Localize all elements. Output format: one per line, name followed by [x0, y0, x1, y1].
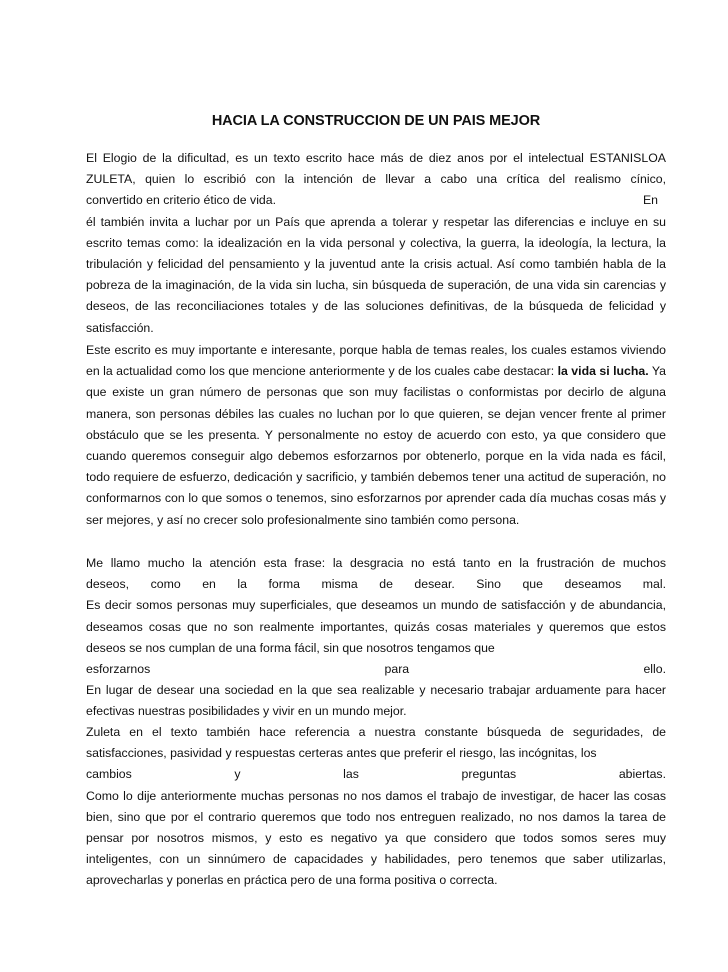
p1-rest: él también invita a luchar por un País que aprenda a tolerar y respetar las diferencias e incluye en su escrito temas como: la idealización en la vida personal y colectiva, la guerra, la ideología, la lectura, la tribulación y felicidad del pensamiento y la juventud ante la crisis actual. Así como también habla de la pobreza de la imaginación, de la vida sin lucha, sin búsqueda de superación, de una vida sin carencias y deseos, de las reconciliaciones totales y de las soluciones definitivas, de la búsqueda de felicidad y satisfacción.: [86, 214, 666, 335]
p3-end: En lugar de desear una sociedad en la que sea realizable y necesario trabajar arduamente para hacer efectivas nuestras posibilidades y vivir en un mundo mejor.: [86, 683, 666, 719]
p3-mid: Es decir somos personas muy superficiales, que deseamos un mundo de satisfacción y de abundancia, deseamos cosas que no son realmente importantes, quizás cosas materiales y queremos que estos deseos se nos cumplan de una forma fácil, sin que nosotros tengamos que: [86, 598, 666, 655]
p4-part-a: Zuleta en el texto también hace referencia a nuestra constante búsqueda de seguridades, de satisfacciones, pasividad y respuestas certeras antes que preferir el riesgo, las incógnitas, los: [86, 725, 666, 761]
p2-part-b: Ya que existe un gran número de personas que son muy facilistas o conformistas por decirlo de alguna manera, son personas débiles las cuales no luchan por lo que quieren, se dejan vencer frente al primer obstáculo que se les presenta. Y personalmente no estoy de acuerdo con esto, ya que considero que cuando queremos conseguir algo debemos esforzarnos por obtenerlo, porque en la vida nada es fácil, todo requiere de esfuerzo, dedicación y sacrificio, y también debemos tener una actitud de superación, no conformarnos con lo que somos o tenemos, sino esforzarnos por aprender cada día muchas cosas más y ser mejores, y así no crecer solo profesionalmente sino también como persona.: [86, 364, 667, 527]
p1-line-3a: convertido en criterio ético de vida.: [86, 193, 277, 208]
p4-part-b: Como lo dije anteriormente muchas personas no nos damos el trabajo de investigar, de hacer las cosas bien, sino que por el contrario queremos que todo nos entreguen realizado, no nos damos la tarea de pensar por nosotros mismos, y esto es negativo ya que considero que todos somos seres muy inteligentes, con un sinnúmero de capacidades y habilidades, pero tenemos que saber utilizarlas, aprovecharlas y ponerlas en práctica pero de una forma positiva o correcta.: [86, 788, 666, 888]
document-title: HACIA LA CONSTRUCCION DE UN PAIS MEJOR: [211, 113, 541, 129]
p1-line-2: ZULETA, quien lo escribió con la intención de llevar a cabo una crítica del realismo cínico,: [86, 172, 666, 187]
p2-part-a: Este escrito es muy importante e interesante, porque habla de temas reales, los cuales estamos viviendo en la actualidad como los que mencione anteriormente y de los cuales cabe destacar:: [86, 343, 666, 379]
paragraph-3: [86, 553, 666, 723]
paragraph-1: [86, 148, 666, 339]
paragraph-2: [86, 340, 666, 531]
p4-line-cambios: cambios y las preguntas abiertas.: [86, 767, 666, 782]
p1-line-1: El Elogio de la dificultad, es un texto escrito hace más de diez anos por el intelectual ESTANISLOA: [86, 151, 666, 165]
p1-line-3b: En: [642, 193, 658, 208]
p1-line-3: [86, 190, 666, 211]
p3-line-1: Me llamo mucho la atención esta frase: la desgracia no está tanto en la frustración de muchos: [86, 556, 666, 570]
p3-line-esforzarnos: esforzarnos para ello.: [86, 662, 666, 677]
p3-line-2: deseos, como en la forma misma de desear. Sino que deseamos mal.: [86, 577, 666, 592]
p2-bold: la vida si lucha.: [557, 364, 649, 379]
paragraph-4: [86, 722, 666, 892]
p2-text: [86, 340, 666, 531]
